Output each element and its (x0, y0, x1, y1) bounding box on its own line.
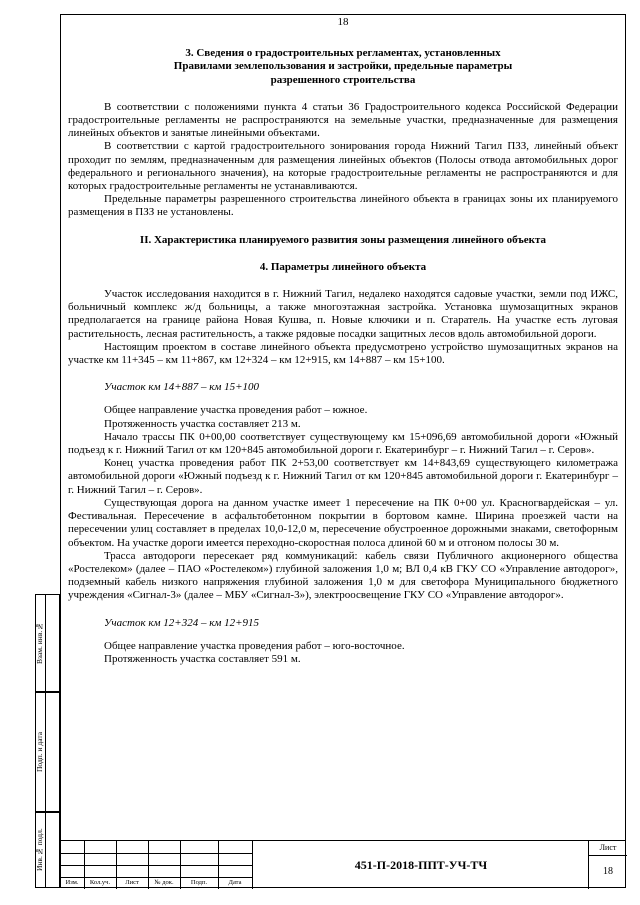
segment1-paragraph: Начало трассы ПК 0+00,00 соответствует существующему км 15+096,69 автомобильной дороги «Южный подъезд к г. Нижний Тагил от км 120+845 автомобильной дороги г. Екатеринбург – г. Нижний Тагил – г. Серов». (68, 430, 618, 457)
stamp-col-koluch: Кол.уч. (89, 879, 111, 886)
stamp-col-izm: Изм. (65, 879, 79, 886)
stamp-col-data: Дата (228, 879, 242, 886)
sheet-box (588, 841, 627, 889)
section4-paragraph: Настоящим проектом в составе линейного объекта предусмотрено устройство шумозащитных экранов на участке км 11+345 – км 11+867, км 12+324 – км 12+915, км 14+887 – км 15+100. (68, 340, 618, 367)
side-label-replace: Взам. инв.№ (35, 621, 44, 665)
page-number: 18 (337, 16, 349, 28)
section4-paragraph: Участок исследования находится в г. Нижний Тагил, недалеко находятся садовые участки, земли под ИЖС, больничный комплекс ж/д больницы, а также многоэтажная застройка. Установка шумозащитных экранов предполагается на границе района Новая Кушва, п. Новые ключики и п. Старатель. На участке есть луговая растительность, лесная растительность, а также рядовые посадки защитных лесов вдоль автомобильной дороги. (68, 288, 618, 340)
segment1-paragraph: Существующая дорога на данном участке имеет 1 пересечение на ПК 0+00 ул. Красногвардейская – ул. Фестивальная. Пересечение в асфальтобетонном покрытии в бортовом камне. Ширина проезжей части на пересечении улиц составляет в пределах 10,0-12,0 м, пересечение обустроенное дорожными знаками, светофорным объектом. На участке дороги имеется переходно-скоростная полоса длиной 60 м и отгоном полосы 30 м. (68, 496, 618, 549)
title-block (60, 840, 626, 888)
segment1-paragraph: Протяженность участка составляет 213 м. (104, 417, 301, 430)
title-block-grid (60, 841, 252, 889)
side-label-sign: Подп. и дата (35, 731, 44, 773)
segment1-paragraph: Конец участка проведения работ ПК 2+53,00 соответствует км 14+843,69 существующего километража автомобильной дороги «Южный подъезд к г. Нижний Тагил от км 120+845 автомобильной дороги г. Екатеринбург – г. Нижний Тагил – г. Серов». (68, 457, 618, 496)
segment1-paragraph: Трасса автодороги пересекает ряд коммуникаций: кабель связи Публичного акционерного общества «Ростелеком» (далее – ПАО «Ростелеком») глубиной заложения 1,0 м; ВЛ 0,4 кВ ГКУ СО «Управление автодорог», подземный кабель низкого напряжения глубиной заложения 1,0 м для светофора Муниципального бюджетного учреждения «Сигнал-3» (далее – МБУ «Сигнал-3»), электроосвещение ГКУ СО «Управление автодорог». (68, 549, 618, 602)
section3-title: 3. Сведения о градостроительных регламентах, установленных Правилами землепользования и застройки, предельные параметры разрешенного строительства (173, 47, 513, 86)
sheet-label: Лист (589, 841, 627, 856)
section4-title: 4. Параметры линейного объекта (259, 260, 427, 273)
sheet-number: 18 (603, 866, 613, 877)
segment1-paragraph: Общее направление участка проведения работ – южное. (104, 404, 368, 417)
segment2-paragraph: Общее направление участка проведения работ – юго-восточное. (104, 639, 405, 652)
section3-paragraph: В соответствии с положениями пункта 4 статьи 36 Градостроительного кодекса Российской Федерации градостроительные регламенты не распространяются на земельные участки, предназначенные для размещения линейных объектов и занятые линейными объектами. (68, 100, 618, 140)
segment2-title: Участок км 12+324 – км 12+915 (104, 616, 260, 629)
section3-paragraph: В соответствии с картой градостроительного зонирования города Нижний Тагил ПЗЗ, линейный объект проходит по землям, предназначенным для размещения линейных объектов (Полосы отвода автомобильных дорог федерального и регионального значения), на которые градостроительные регламенты не распространяются и для которых градостроительные регламенты не устанавливаются. (68, 140, 618, 193)
section2-title: II. Характеристика планируемого развития зоны размещения линейного объекта (139, 233, 547, 246)
section3-paragraph: Предельные параметры разрешенного строительства линейного объекта в границах зоны их планируемого размещения в ПЗЗ не установлены. (68, 193, 618, 219)
stamp-col-list: Лист (125, 879, 139, 886)
side-label-inv: Инв.№ подл. (35, 828, 44, 872)
document-code: 451-П-2018-ППТ-УЧ-ТЧ (252, 841, 589, 889)
stamp-col-podp: Подп. (190, 879, 208, 886)
stamp-col-ndok: № док. (154, 879, 174, 886)
segment1-title: Участок км 14+887 – км 15+100 (104, 381, 260, 394)
document-body (68, 16, 618, 666)
segment2-paragraph: Протяженность участка составляет 591 м. (104, 652, 301, 665)
